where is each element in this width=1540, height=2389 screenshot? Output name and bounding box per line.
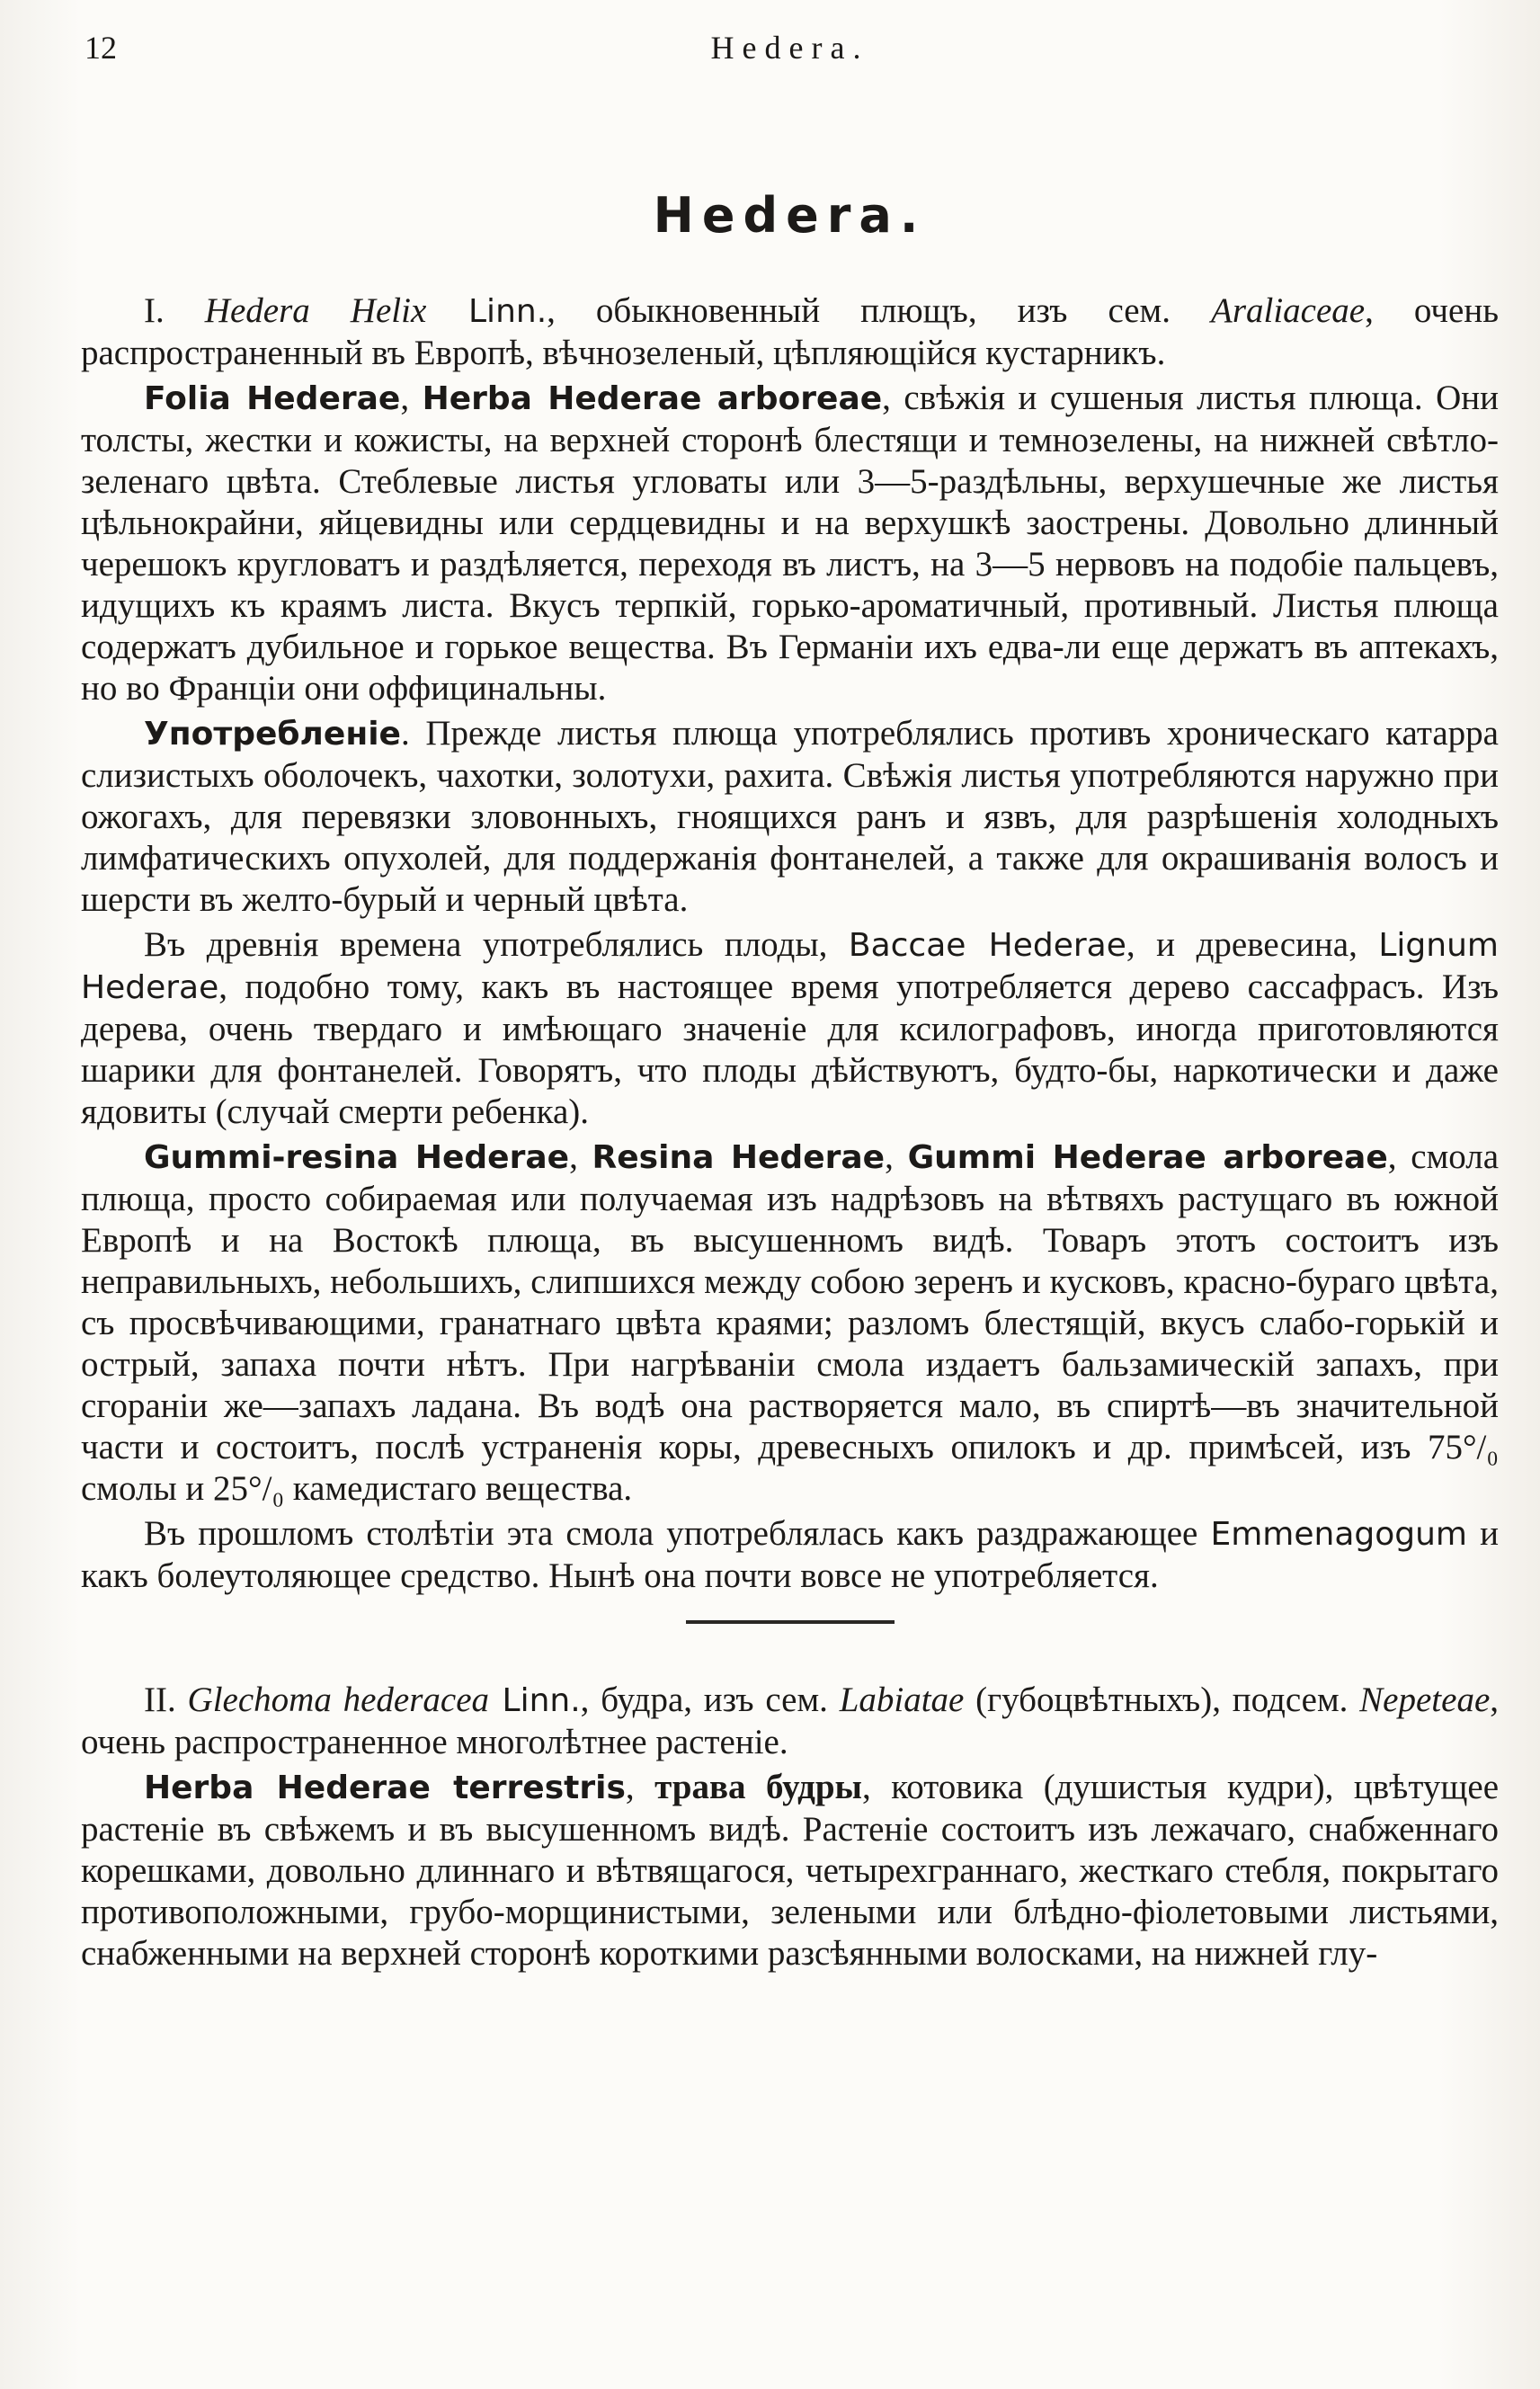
text: , <box>885 1137 908 1176</box>
roman-numeral: II. <box>144 1680 188 1719</box>
species-name: Hedera Helix <box>204 291 427 330</box>
author-abbrev: Linn. <box>426 293 547 330</box>
text: Въ прошломъ столѣтіи эта смола употреблялась какъ раздражающее <box>144 1514 1211 1553</box>
drug-name: Gummi-resina Hederae <box>144 1139 570 1176</box>
text: , котовика (душистыя кудри), цвѣтущее растеніе въ свѣжемъ и въ высушенномъ видѣ. Растеніе состоитъ изъ лежачаго, снабженнаго корешками, довольно длиннаго и вѣтвящагося, четырехграннаго, жесткаго стебля, покрытаго противоположными, грубо-морщинистыми, зелеными или блѣдно-фіолетовыми листьями, снабженными на верхней сторонѣ короткими разсѣянными волосками, на нижней глу- <box>81 1768 1500 1973</box>
text: . Прежде листья плюща употреблялись противъ хроническаго катарра слизистыхъ оболочекъ, чахотки, золотухи, рахита. Свѣжія листья употребляются наружно при ожогахъ, для перевязки зловонныхъ, гноящихся ранъ и язвъ, для разрѣшенія холодныхъ лимфатическихъ опухолей, для поддержанія фонтанелей, а также для окрашиванія волосъ и шерсти въ желто-бурый и черный цвѣта. <box>81 714 1499 919</box>
text: , свѣжія и сушеныя листья плюща. Они толсты, жестки и кожисты, на верхней сторонѣ блестящи и темнозелены, на нижней свѣтло-зеленаго цвѣта. Стеблевые листья угловаты или 3—5-раздѣльны, верхушечные же листья цѣльнокрайни, яйцевидны или сердцевидны и на верхушкѣ заострены. Довольно длинный черешокъ кругловатъ и раздѣляется, переходя въ листъ, на 3—5 нервовъ на подобіе пальцевъ, идущихъ къ краямъ листа. Вкусъ терпкій, горько-ароматичный, противный. Листья плюща содержатъ дубильное и горькое вещества. Въ Германіи ихъ едва-ли еще держатъ въ аптекахъ, но во Франціи они оффицинальны. <box>81 379 1499 708</box>
text: , очень распространенное многолѣтнее растеніе. <box>81 1680 1500 1761</box>
russian-drug-name: трава будры <box>654 1768 862 1806</box>
drug-name: Herba Hederae arboreae <box>422 380 883 417</box>
paragraph-herba <box>81 1767 1499 1974</box>
text: , <box>400 379 423 417</box>
paragraph-resin <box>81 1137 1499 1510</box>
roman-numeral: I. <box>144 291 205 330</box>
text: (губоцвѣтныхъ), подсем. <box>964 1680 1360 1719</box>
paragraph-folia <box>81 378 1499 709</box>
drug-name: Gummi Hederae arboreae <box>907 1139 1388 1176</box>
text: Въ древнія времена употреблялись плоды, <box>144 925 849 964</box>
text: , смола плюща, просто собираемая или получаемая изъ надрѣзовъ на вѣтвяхъ растущаго въ южной Европѣ и на Востокѣ плюща, въ высушенномъ видѣ. Товаръ этотъ состоитъ изъ неправильныхъ, небольшихъ, слипшихся между собою зеренъ и кусковъ, красно-бураго цвѣта, съ просвѣчивающими, гранатнаго цвѣта краями; разломъ блестящій, вкусъ слабо-горькій и острый, запаха почти нѣтъ. При нагрѣваніи смола издаетъ бальзамическій запахъ, при сгораніи же—запахъ ладана. Въ водѣ она растворяется мало, въ спиртѣ—въ значительной части и состоитъ, послѣ устраненія коры, древесныхъ опилокъ и др. примѣсей, изъ 75°/₀ смолы и 25°/₀ камедистаго вещества. <box>81 1137 1500 1508</box>
text: , будра, изъ сем. <box>580 1680 840 1719</box>
drug-name: Folia Hederae <box>144 380 401 417</box>
text: , <box>625 1768 655 1806</box>
paragraph-usage <box>81 713 1499 921</box>
paragraph-history <box>81 1513 1499 1597</box>
family-name: Labiatae <box>839 1680 965 1719</box>
species-name: Glechoma hederacea <box>187 1680 490 1719</box>
article-title: Hedera. <box>653 187 927 244</box>
usage-heading: Употребленіе <box>144 716 401 753</box>
text: , обыкновенный плющъ, изъ сем. <box>547 291 1212 330</box>
page-number: 12 <box>85 30 117 66</box>
subfamily-name: Nepeteae <box>1359 1680 1491 1719</box>
drug-name: Herba Hederae terrestris <box>144 1769 626 1806</box>
paragraph-intro <box>81 1680 1499 1763</box>
section-hedera-helix <box>81 290 1499 1597</box>
paragraph-fruits <box>81 924 1499 1133</box>
text: , подобно тому, какъ въ настоящее время употребляется дерево сассафрасъ. Изъ дерева, очень твердаго и имѣющаго значеніе для ксилографовъ, иногда приготовляются шарики для фонтанелей. Говорятъ, что плоды дѣйствуютъ, будто-бы, наркотически и даже ядовиты (случай смерти ребенка). <box>81 967 1499 1131</box>
drug-name: Emmenagogum <box>1210 1516 1467 1553</box>
text: и какъ болеутоляющее средство. Нынѣ она почти вовсе не употребляется. <box>81 1514 1499 1595</box>
text: , и древесина, <box>1126 925 1379 964</box>
running-header <box>81 29 1499 70</box>
section-divider <box>686 1620 895 1624</box>
running-title: Hedera. <box>710 30 869 66</box>
family-name: Araliaceae <box>1211 291 1366 330</box>
section-glechoma <box>81 1680 1499 1974</box>
author-abbrev: Linn. <box>489 1682 581 1719</box>
drug-name: Resina Hederae <box>592 1139 886 1176</box>
drug-name: Baccae Hederae <box>848 927 1126 964</box>
paragraph-intro <box>81 290 1499 374</box>
drug-name: Lignum Hederae <box>81 927 1499 1006</box>
text: , очень распространенный въ Европѣ, вѣчнозеленый, цѣпляющійся кустарникъ. <box>81 291 1499 372</box>
text: , <box>569 1137 592 1176</box>
